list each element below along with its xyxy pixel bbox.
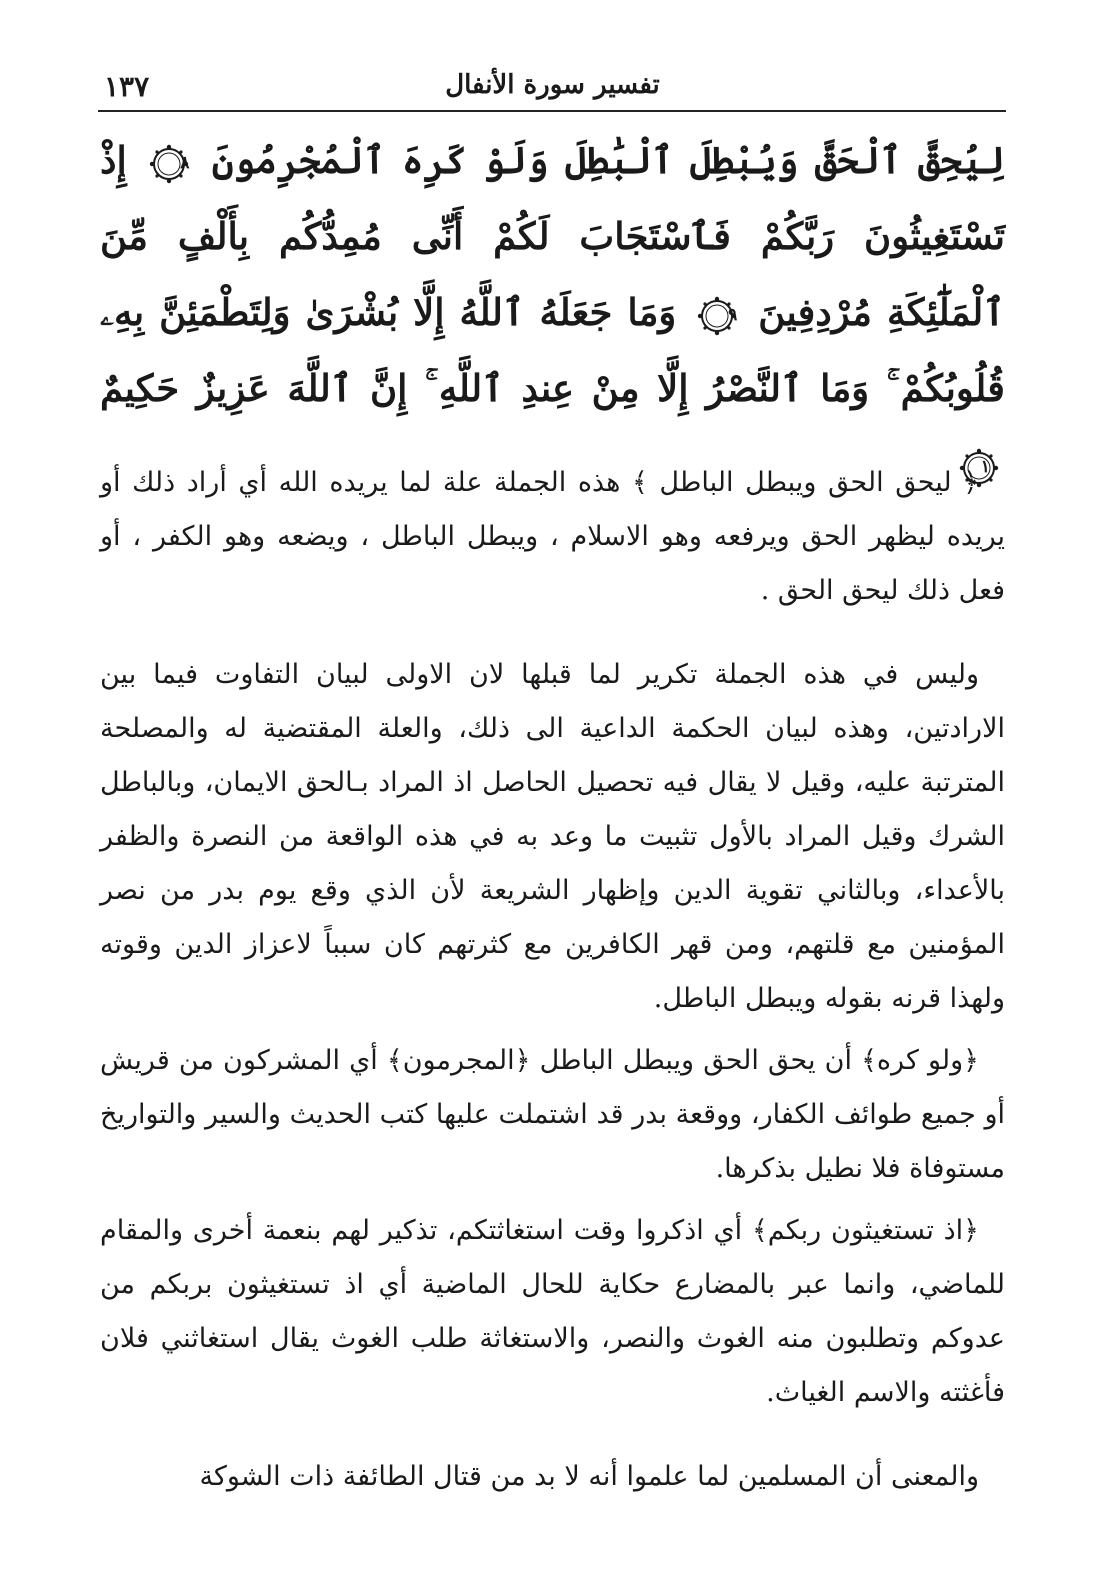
verse-9-text: إِذْ تَسْتَغِيثُونَ رَبَّكُمْ فَٱسْتَجَابَ لَكُمْ أَنِّى مُمِدُّكُم بِأَلْفٍ مِّنَ ٱلْمَلَٰٓئِكَةِ مُرْدِفِينَ [100, 138, 1005, 334]
verse-10-text: وَمَا جَعَلَهُ ٱللَّهُ إِلَّا بُشْرَىٰ وَلِتَطْمَئِنَّ بِهِۦ قُلُوبُكُمْ ۚ وَمَا ٱلنَّصْرُ إِلَّا مِنْ عِندِ ٱللَّهِ ۚ إِنَّ ٱللَّهَ عَزِيزٌ حَكِيمٌ [100, 290, 1005, 410]
page-header [100, 64, 1005, 108]
commentary-paragraph: والمعنى أن المسلمين لما علموا أنه لا بد من قتال الطائفة ذات الشوكة [199, 1461, 979, 1492]
commentary-paragraph: ﴿ولو كره﴾ أن يحق الحق ويبطل الباطل ﴿المجرمون﴾ أي المشركون من قريش أو جميع طوائف الكفار، ووقعة بدر قد اشتملت عليها كتب الحديث والسير والتواريخ مستوفاة فلا نطيل بذكرها. [100, 1045, 1005, 1184]
commentary-paragraph: ﴿ ليحق الحق ويبطل الباطل ﴾ هذه الجملة علة لما يريده الله أي أراد ذلك أو يريده ليظهر الحق ويرفعه وهو الاسلام ، ويبطل الباطل ، ويضعه وهو الكفر ، أو فعل ذلك ليحق الحق . [100, 467, 1005, 606]
verse-end-marker [149, 144, 189, 184]
page-number: ١٣٧ [104, 70, 150, 103]
verse-number: ٨ [180, 152, 190, 173]
commentary-paragraph: ﴿اذ تستغيثون ربكم﴾ أي اذكروا وقت استغاثتكم، تذكير لهم بنعمة أخرى والمقام للماضي، وانما عبر بالمضارع حكاية للحال الماضية أي اذ تستغيثون بربكم من عدوكم وتطلبون منه الغوث والنصر، والاستغاثة طلب الغوث يقال استغاثني فلان فأغثته والاسم الغياث. [100, 1215, 1005, 1408]
verse-end-marker [697, 296, 737, 336]
header-rule [98, 110, 1006, 112]
quran-verses [100, 122, 1005, 502]
commentary-body [100, 456, 1005, 1534]
verse-8-text: لِيُحِقَّ ٱلْحَقَّ وَيُبْطِلَ ٱلْبَٰطِلَ وَلَوْ كَرِهَ ٱلْمُجْرِمُونَ [211, 138, 1005, 182]
commentary-paragraph: وليس في هذه الجملة تكرير لما قبلها لان الاولى لبيان التفاوت فيما بين الارادتين، وهذه لبيان الحكمة الداعية الى ذلك، والعلة المقتضية له والمصلحة المترتبة عليه، وقيل لا يقال فيه تحصيل الحاصل اذ المراد بـالحق الايمان، وبالباطل الشرك وقيل المراد بالأول تثبيت ما وعد به في هذه الواقعة من النصرة والظفر بالأعداء، وبالثاني تقوية الدين وإظهار الشريعة لأن الذي وقع يوم بدر من نصر المؤمنين مع قلتهم، ومن قهر الكافرين مع كثرتهم كان سبباً لاعزاز الدين وقوته ولهذا قرنه بقوله ويبطل الباطل. [100, 659, 1005, 1014]
verse-number: ١٠ [980, 456, 999, 477]
verse-number: ٩ [728, 304, 738, 325]
running-title: تفسير سورة الأنفال [445, 70, 660, 100]
